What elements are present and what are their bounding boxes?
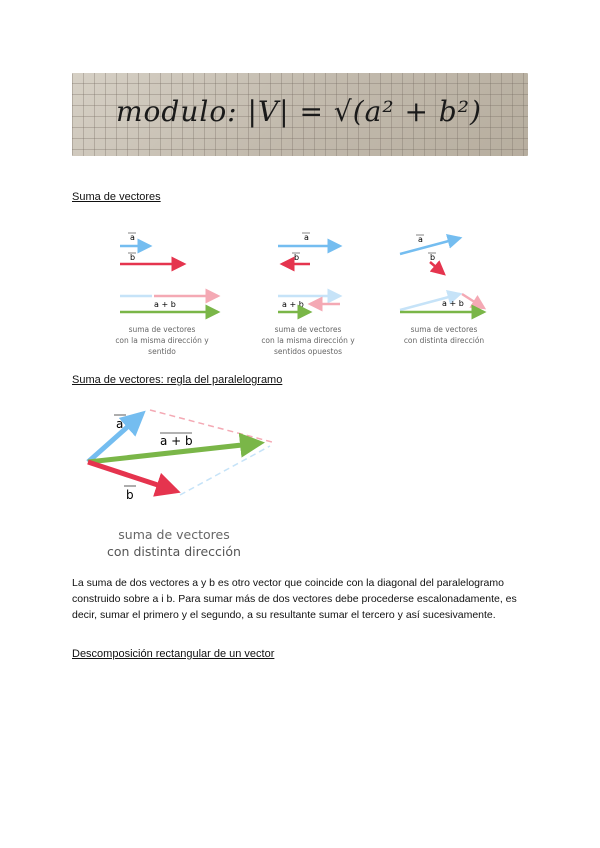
caption-line: suma de vectores [410, 325, 478, 334]
caption-line: con distinta dirección [403, 336, 485, 345]
parallelogram-diagram [80, 398, 300, 568]
panel-different-direction [400, 235, 484, 345]
caption-line: suma de vectores [128, 325, 196, 334]
label-a: a [130, 233, 135, 242]
label-sum: a + b [154, 300, 176, 309]
label-b: b [126, 488, 134, 502]
label-a: a [304, 233, 309, 242]
caption-line: suma de vectores [118, 527, 230, 542]
label-a: a [116, 417, 124, 431]
formula-text: modulo: |V| = √(a² + b²) [116, 95, 482, 128]
vector-b-light [462, 294, 484, 308]
dashed-a-copy [180, 446, 270, 495]
label-b: b [130, 253, 136, 262]
label-b: b [294, 253, 300, 262]
vector-b-arrow [88, 462, 176, 491]
caption-line: con la misma dirección y [261, 336, 355, 345]
caption-line: con la misma dirección y [115, 336, 209, 345]
caption-line: con distinta dirección [107, 544, 241, 559]
label-sum: a + b [282, 300, 304, 309]
caption-line: sentido [148, 347, 176, 356]
caption-line: sentidos opuestos [273, 347, 343, 356]
section-heading-suma: Suma de vectores [72, 191, 161, 203]
section-heading-descomposicion: Descomposición rectangular de un vector [72, 648, 275, 660]
label-a: a [418, 235, 423, 244]
panel-opposite-direction [261, 233, 355, 356]
vector-a-arrow [400, 238, 460, 254]
caption-line: suma de vectores [274, 325, 342, 334]
vector-sum-diagram [100, 222, 520, 362]
label-sum: a + b [160, 434, 193, 448]
panel-same-direction [115, 233, 218, 356]
label-sum: a + b [442, 299, 464, 308]
vector-b-arrow [430, 262, 444, 274]
formula-photo [72, 73, 528, 156]
body-paragraph: La suma de dos vectores a y b es otro vector que coincide con la diagonal del paralelogramo construido sobre a i b. Para sumar más de dos vectores debe procederse escalonadamente, es decir, sumar el primero y el segundo, a su resultante sumar el tercero y así sucesivamente. [72, 577, 517, 621]
section-heading-paralelogramo: Suma de vectores: regla del paralelogramo [72, 374, 283, 386]
label-b: b [430, 253, 436, 262]
